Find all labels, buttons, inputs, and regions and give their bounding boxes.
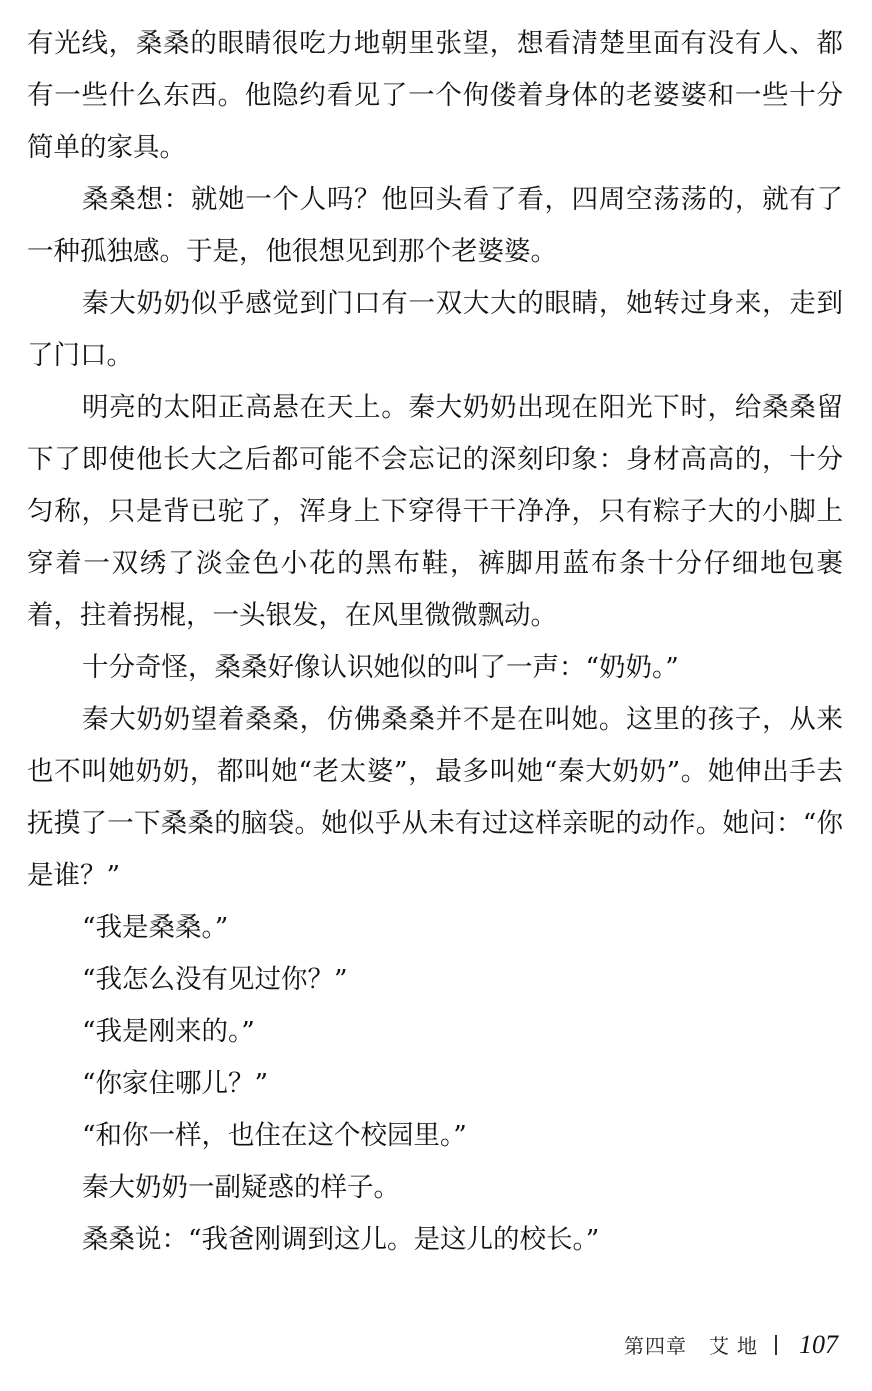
paragraph: 秦大奶奶望着桑桑，仿佛桑桑并不是在叫她。这里的孩子，从来也不叫她奶奶，都叫她“老太婆”，最多叫她“秦大奶奶”。她伸出手去抚摸了一下桑桑的脑袋。她似乎从未有过这样亲昵的动作。她问：“你是谁？”: [27, 704, 843, 891]
chapter-label: 第四章: [624, 1334, 687, 1358]
dialogue-line: “我怎么没有见过你？”: [82, 964, 348, 995]
paragraph: 秦大奶奶似乎感觉到门口有一双大大的眼睛，她转过身来，走到了门口。: [27, 288, 843, 371]
page-number: 107: [799, 1330, 838, 1359]
dialogue-line: “我是刚来的。”: [82, 1016, 255, 1047]
footer-divider: [775, 1335, 777, 1355]
paragraph: 秦大奶奶一副疑惑的样子。: [82, 1172, 400, 1203]
dialogue-line: “你家住哪儿？”: [82, 1068, 269, 1099]
dialogue-line: “和你一样，也住在这个校园里。”: [82, 1120, 467, 1151]
chapter-title: 艾地: [709, 1334, 765, 1358]
dialogue-line: “我是桑桑。”: [82, 912, 229, 943]
page-body: [27, 18, 843, 1266]
paragraph: 有光线，桑桑的眼睛很吃力地朝里张望，想看清楚里面有没有人、都有一些什么东西。他隐约看见了一个佝偻着身体的老婆婆和一些十分简单的家具。: [27, 28, 843, 163]
paragraph: 明亮的太阳正高悬在天上。秦大奶奶出现在阳光下时，给桑桑留下了即使他长大之后都可能不会忘记的深刻印象：身材高高的，十分匀称，只是背已驼了，浑身上下穿得干干净净，只有粽子大的小脚上穿着一双绣了淡金色小花的黑布鞋，裤脚用蓝布条十分仔细地包裹着，拄着拐棍，一头银发，在风里微微飘动。: [27, 392, 843, 631]
paragraph: 桑桑想：就她一个人吗？他回头看了看，四周空荡荡的，就有了一种孤独感。于是，他很想见到那个老婆婆。: [27, 184, 843, 267]
dialogue-line: 桑桑说：“我爸刚调到这儿。是这儿的校长。”: [82, 1224, 600, 1255]
page-footer: [624, 1330, 838, 1360]
paragraph: 十分奇怪，桑桑好像认识她似的叫了一声：“奶奶。”: [82, 652, 679, 683]
